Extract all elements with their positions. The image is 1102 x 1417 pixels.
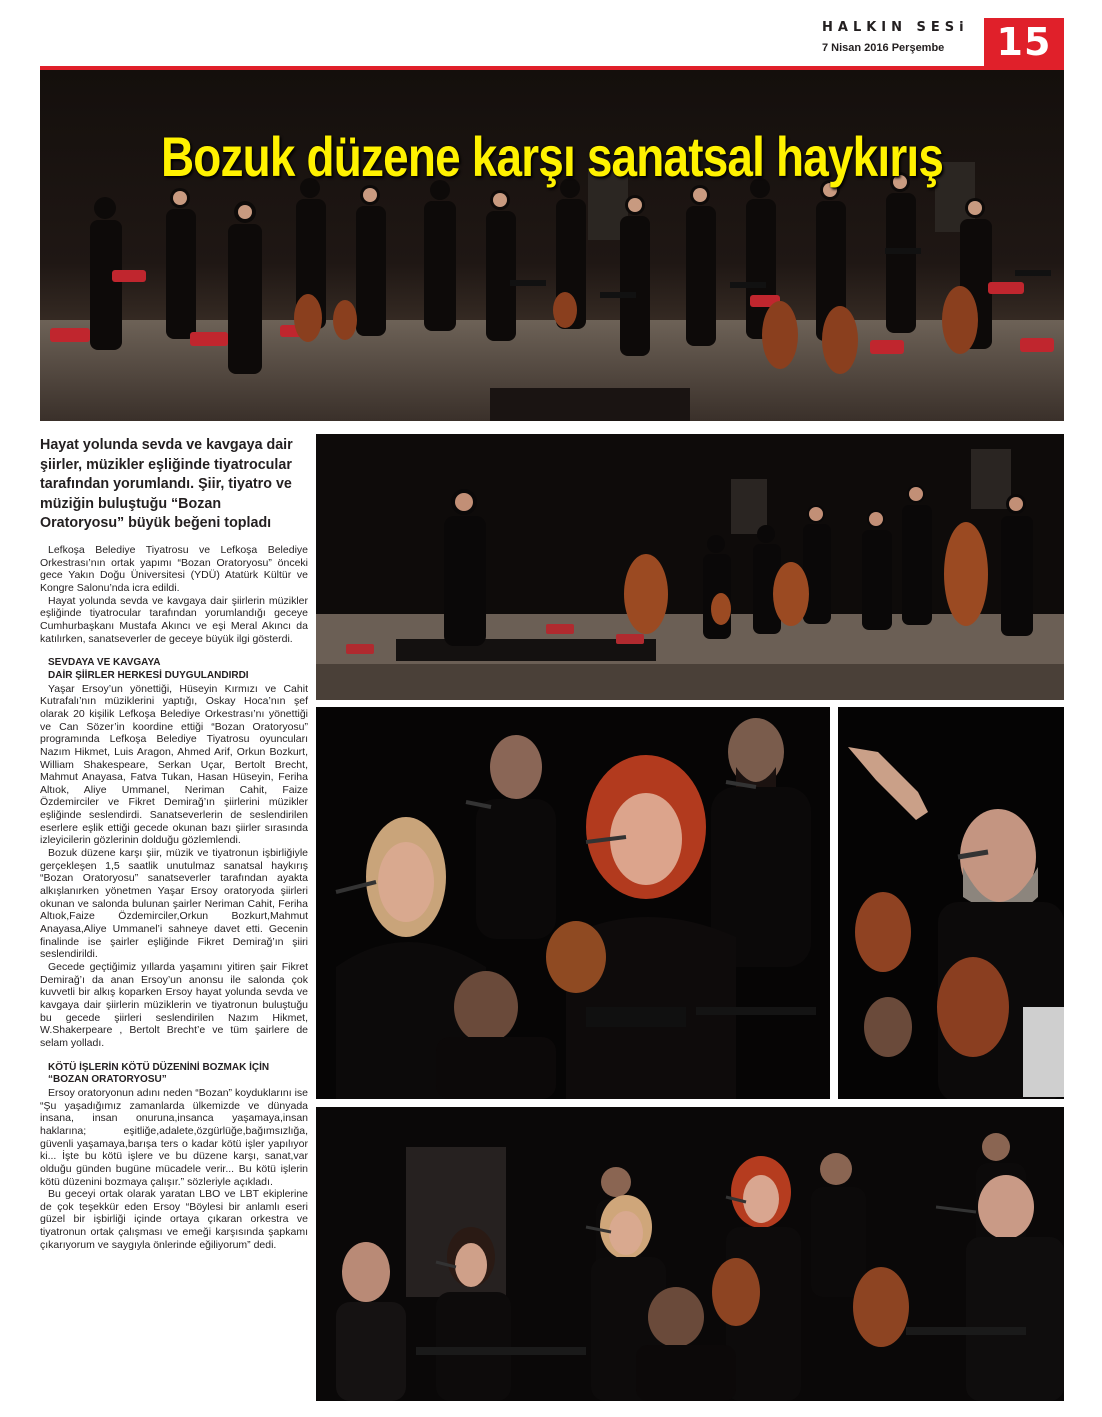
article-paragraph: Ersoy oratoryonun adını neden “Bozan” koyduklarını ise “Şu yaşadığımız zamanlarda ülkemizde ve dünyada insana, insan onuruna,insanca yaşamaya,insan haklarına; eşitliğe,adalete,özgürlüğe,bağımsızlığa, güvenli yaşamaya,barışa ters o kadar kötü işler yapılıyor ki... İşte bu kötü işlere ve bu düzene karşı, sanat,var olduğu günden bugüne mücadele verir... Bu kötü işlerin kötü düzenini bozmaya çalışır.” sözleriyle açıkladı. — [40, 1086, 308, 1188]
newspaper-name: HALKIN SESi — [822, 20, 969, 35]
subheading-line: KÖTÜ İŞLERİN KÖTÜ DÜZENİNİ BOZMAK İÇİN — [48, 1061, 270, 1073]
article-paragraph: Lefkoşa Belediye Tiyatrosu ve Lefkoşa Belediye Orkestrası’nın ortak yapımı “Bozan Oratoryosu” önceki gece Yakın Doğu Üniversitesi (YDÜ) Atatürk Kültür ve Kongre Salonu’nda icra edildi. — [40, 544, 308, 594]
photo-singers-closeup — [316, 707, 830, 1099]
page-number: 15 — [984, 18, 1064, 66]
subheading-line: “BOZAN ORATORYOSU” — [48, 1074, 167, 1086]
issue-date: 7 Nisan 2016 Perşembe — [822, 42, 945, 54]
headline: Bozuk düzene karşı sanatsal haykırış — [160, 124, 944, 188]
article-paragraph: Gecede geçtiğimiz yıllarda yaşamını yitiren şair Fikret Demirağ’ı da anan Ersoy’un anonsu ile salonda çok kuvvetli bir alkış koparken Ersoy hayat yolunda sevda ve kavgaya dair şiirlerin müziklerin ve tiyatronun buluştuğu bu gecede şiirleri seslendirilen Nazım Hikmet, W.Shakerpeare , Bertolt Brecht’e ve tüm şairlere de selam yolladı. — [40, 961, 308, 1049]
article-lede: Hayat yolunda sevda ve kavgaya dair şiirler, müzikler eşliğinde tiyatrocular tarafından yorumlandı. Şiir, tiyatro ve müziğin buluştuğu “Bozan Oratoryosu” büyük beğeni topladı — [40, 437, 293, 532]
subheading — [40, 1062, 308, 1087]
article-paragraph: Yaşar Ersoy’un yönettiği, Hüseyin Kırmızı ve Cahit Kutrafalı’nın müziklerini yaptığı, Oskay Hoca’nın şef olarak 20 kişilik Lefkoşa Belediye Orkestrası’nı yönettiği ve Can Sözer’in koordine ettiği “Bozan Oratoryosu” programında Lefkoşa Belediye Tiyatrosu oyuncuları Nazım Hikmet, Luis Aragon, Ahmed Arif, Orkun Bozkurt, William Shakespeare, Serkan Uçar, Bertolt Brecht, Mahmut Anayasa, Fatva Tukan, Hasan Hüseyin, Feriha Altıok, Aliye Ummanel, Neriman Cahit, Faize Özdemirciler ve Fikret Demirağ’ın şiirlerini müzikler eşliğinde seslendirdi. Sanatseverlerin de seslendirilen eserlere eşlik ettiği gecede okunan bazı şiirler sırasında izleyicilerin gözlerinin dolduğu gözlemlendi. — [40, 682, 308, 847]
article-paragraph: Bozuk düzene karşı şiir, müzik ve tiyatronun işbirliğiyle gerçekleşen 1,5 saatlik unutulmaz sanatsal haykırış “Bozan Oratoryosu” sanatseverler tarafından ayakta alkışlanırken yönetmen Yaşar Ersoy oratoryoda şiirleri okunan ve salonda bulunan şairler Neriman Cahit, Feriha Altıok,Faize Özdemirciler,Orkun Bozkurt,Mahmut Anayasa,Aliye Ummanel’i sahneye davet etti. Gecenin finalinde ise şairler eşliğinde Fikret Demirağ’ın şiiri seslendirildi. — [40, 847, 308, 961]
article-paragraph: Hayat yolunda sevda ve kavgaya dair şiirlerin müzikler eşliğinde tiyatrocular tarafından yorumlandığı geceye Cumhurbaşkanı Mustafa Akıncı ve eşi Meral Akıncı da katılırken, sanatseverler de geceye büyük ilgi gösterdi. — [40, 594, 308, 645]
subheading-line: SEVDAYA VE KAVGAYA — [48, 657, 161, 669]
article-body — [40, 544, 308, 1251]
photo-choir-cellists — [316, 1107, 1064, 1401]
photo-conductor-orchestra — [316, 434, 1064, 700]
article-paragraph: Bu geceyi ortak olarak yaratan LBO ve LBT ekiplerine de çok teşekkür eden Ersoy “Böylesi bir anlamlı eseri güzel bir işbirliği içinde ortaya çıkaran orkestra ve tiyatronun ortak çalışması ve emeği karşısında şapkamı çıkarıyorum ve saygıyla önlerinde eğiliyorum” dedi. — [40, 1188, 308, 1251]
photo-singer-raised-hand — [838, 707, 1064, 1099]
subheading-line: DAİR ŞİİRLER HERKESİ DUYGULANDIRDI — [48, 669, 249, 681]
subheading — [40, 657, 308, 682]
